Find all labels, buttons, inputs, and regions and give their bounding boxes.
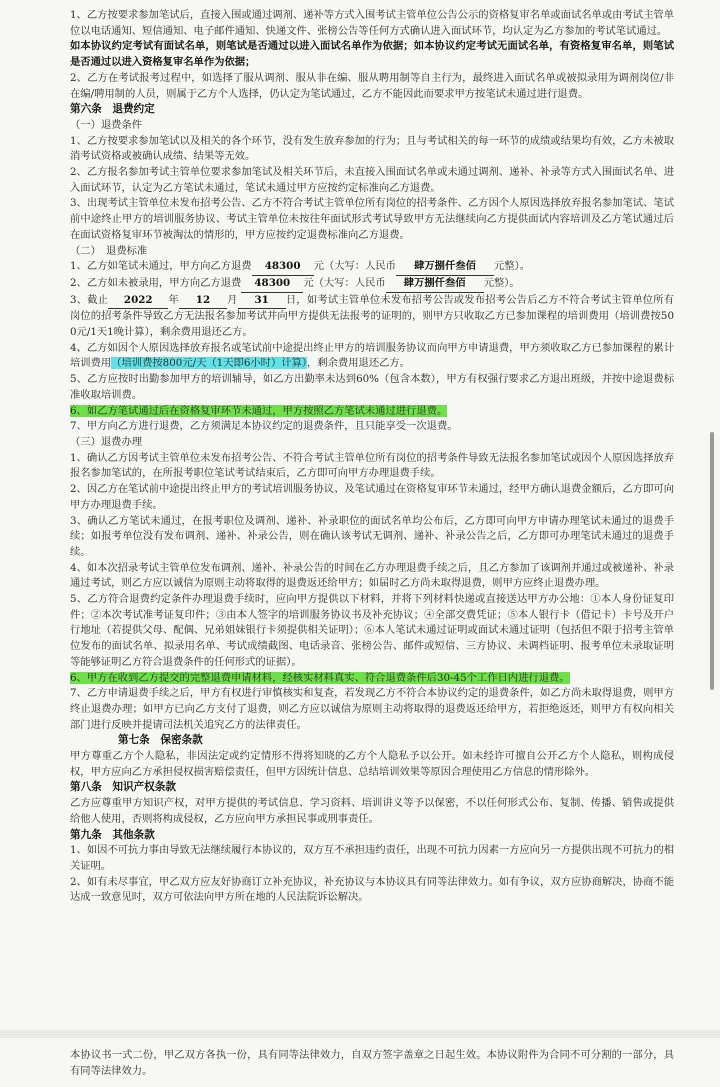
clause-paragraph: 5、乙方符合退费约定条件办理退费手续时，应向甲方提供以下材料，并将下列材料快递或直接送达甲方办公地：①本人身份证复印件；②本次考试准考证复印件；③由本人签字的培训服务协议书及补充协议；④全部交费凭证；⑤本人银行卡（借记卡）卡号及开户行地址（若提供父母、配偶、兄弟姐妹银行卡须提供相关证明）；⑥本人笔试未通过证明或面试未通过证明（包括但不限于招考主管单位发布的面试名单、拟录用名单、考试成绩截图、电话录音、张榜公告、邮件或短信、三方协议、未调档证明、报考单位未录取证明等能够证明乙方符合退费条件的任何形式的证据）。 — [70, 593, 674, 668]
day-field: 31 — [238, 293, 286, 310]
clause-paragraph: 7、乙方申请退费手续之后，甲方有权进行审慎核实和复查，若发现乙方不符合本协议约定的退费条件，如乙方尚未取得退费，则甲方终止退费办理；如甲方已向乙方支付了退费，则乙方应以诚信为原则主动将取得的退费返还给甲方，若拒绝返还，则甲方有权向相关部门进行反映并提请司法机关追究乙方的法律责任。 — [70, 687, 674, 731]
highlighted-clause — [70, 671, 674, 687]
clause-paragraph: 2、因乙方在笔试前中途提出终止甲方的考试培训服务协议、及笔试通过在资格复审环节未通过，经甲方确认退费金额后，乙方即可向甲方办理退费手续。 — [70, 483, 674, 511]
article-7-heading: 第七条 保密条款 — [118, 734, 203, 747]
article-6-heading: 第六条 退费约定 — [70, 103, 155, 116]
clause-paragraph: 2、乙方在考试报考过程中，如选择了服从调剂、服从非在编、服从聘用制等自主行为，最终进入面试名单或被拟录用为调剂岗位/非在编/聘用制的人员，则属于乙方个人选择，仍认定为笔试通过，乙方不能因此而要求甲方按笔试未通过进行退费。 — [70, 71, 674, 100]
section-heading: （三）退费办理 — [70, 435, 143, 448]
clause-paragraph: 1、如因不可抗力事由导致无法继续履行本协议的，双方互不承担违约责任，出现不可抗力因素一方应向另一方提供出现不可抗力的相关证明。 — [70, 844, 674, 872]
amount-caps-field: 肆万捌仟叁佰 — [396, 259, 494, 276]
text: 元整）。 — [493, 260, 531, 273]
refund-line-3 — [70, 293, 674, 341]
amount-field: 48300 — [252, 259, 314, 276]
article-8-heading: 第八条 知识产权条款 — [70, 781, 176, 794]
amount-caps-field: 肆万捌仟叁佰 — [386, 276, 484, 293]
text: 2、乙方如未被录用，甲方向乙方退费 — [70, 276, 242, 289]
text: 月 — [226, 293, 238, 306]
refund-line-2 — [70, 276, 674, 293]
clause-paragraph: 1、乙方按要求参加笔试以及相关的各个环节，没有发生放弃参加的行为；且与考试相关的每一环节的成绩或结果均有效，乙方未被取消考试资格或被确认成绩、结果等无效。 — [70, 134, 674, 163]
article-9-heading: 第九条 其他条款 — [70, 828, 155, 841]
clause-paragraph: 3、确认乙方笔试未通过，在报考职位及调剂、递补、补录职位的面试名单均公布后，乙方即可向甲方申请办理笔试未通过的退费手续；如报考单位没有发布调剂、递补、补录公告，则在确认该考试无调剂、递补、补录公告之后，乙方即可办理笔试未通过的退费手续。 — [70, 514, 674, 558]
next-page-fragment — [0, 1038, 720, 1087]
clause-paragraph: 7、甲方向乙方进行退费，乙方须满足本协议约定的退费条件，且只能享受一次退费。 — [70, 420, 458, 433]
highlighted-fee-rule: （培训费按800元/天（1天即6小时）计算） — [111, 357, 308, 370]
clause-paragraph: 2、如有未尽事宜，甲乙双方应友好协商订立补充协议，补充协议与本协议具有同等法律效力。如有争议，双方应协商解决，协商不能达成一致意见时，双方可依法向甲方所在地的人民法院诉讼解决。 — [70, 875, 674, 904]
clause-paragraph: 2、乙方报名参加考试主管单位要求参加笔试及相关环节后，未直接入围面试名单或未通过调剂、递补、补录等方式入围面试名单、进入面试环节，认定为乙方笔试未通过，笔试未通过甲方应按约定标准向乙方退费。 — [70, 166, 674, 194]
final-paragraph: 本协议书一式二份，甲乙双方各执一份，具有同等法律效力，自双方签字盖章之日起生效。本协议附件为合同不可分割的一部分，具有同等法律效力。 — [70, 1049, 674, 1077]
text: 3、截止 — [70, 293, 109, 306]
month-field: 12 — [179, 293, 227, 310]
clause-paragraph: 1、乙方按要求参加笔试后，直接入围或通过调剂、递补等方式入围考试主管单位公告公示的资格复审名单或面试名单或由考试主管单位以电话通知、短信通知、电子邮件通知、快递文件、张榜公告等任何方式确认进入面试环节，均认定为乙方参加的考试笔试通过。 — [70, 9, 674, 37]
clause-paragraph: 4、如本次招录考试主管单位发布调剂、递补、补录公告的时间在乙方办理退费手续之后，且乙方参加了该调剂并通过或被递补、补录通过考试，则乙方应以诚信为原则主动将取得的退费返还给甲方；如届时乙方尚未取得退费，则甲方应终止退费办理。 — [70, 561, 674, 590]
section-heading: （二） 退费标准 — [70, 244, 148, 257]
refund-line-1 — [70, 259, 674, 276]
bold-paragraph: 如本协议约定考试有面试名单，则笔试是否通过以进入面试名单作为依据；如本协议约定考试无面试名单，有资格复审名单，则笔试是否通过以进入资格复审名单作为依据； — [70, 40, 674, 69]
text: 元（大写：人民币 — [303, 276, 386, 289]
text: 年 — [168, 293, 179, 306]
year-field: 2022 — [108, 293, 168, 310]
text: 元整）。 — [483, 276, 520, 289]
clause-paragraph: 3、出现考试主管单位未发布招考公告、乙方不符合考试主管单位所有岗位的招考条件、乙方因个人原因选择放弃报名参加笔试、笔试前中途终止甲方的培训服务协议、考试主管单位未按往年面试形式考试导致甲方无法继续向乙方提供面试内容培训及乙方笔试通过后在面试资格复审环节被淘汰的情形的，甲方应按约定退费标准向乙方退费。 — [70, 197, 674, 241]
text: ，剩余费用退还乙方。 — [307, 357, 410, 370]
highlighted-clause — [70, 404, 674, 420]
amount-field: 48300 — [241, 276, 303, 293]
refund-line-4 — [70, 341, 674, 372]
section-heading: （一）退费条件 — [70, 118, 143, 131]
clause-paragraph: 乙方应尊重甲方知识产权，对甲方提供的考试信息、学习资料、培训讲义等予以保密，不以任何形式公布、复制、传播、销售或提供给他人使用，否则将构成侵权，乙方应向甲方承担民事或刑事责任。 — [70, 797, 674, 825]
text: 1、乙方如笔试未通过，甲方向乙方退费 — [70, 260, 252, 273]
highlight: 6、甲方在收到乙方提交的完整退费申请材料，经核实材料真实、符合退费条件后30-45个工作日内进行退费。 — [70, 671, 570, 684]
text: 元（大写：人民币 — [313, 260, 396, 273]
clause-paragraph: 甲方尊重乙方个人隐私，非因法定或约定情形不得将知晓的乙方个人隐私予以公开。如未经许可擅自公开乙方个人隐私，则构成侵权，甲方应向乙方承担侵权损害赔偿责任，但甲方因统计信息、总结培训效果等原因合理使用乙方信息的情形除外。 — [70, 750, 674, 778]
text: 日，如考试主管单位未发布招考公告或发布招考公告后乙方不符合考试主管单位所有岗位的招考条件导致乙方无法报名参加考试并向甲方提供无法报考的证明的，则甲方只收取乙方已参加课程的培训费用（培训费按500元/1天1晚计算），剩余费用退还乙方。 — [70, 293, 675, 339]
text: 4、乙方如因个人原因选择放弃报名或笔试前中途提出终止甲方的培训服务协议而向甲方申请退费，甲方须收取乙方已参加课程的累计培训费用 — [70, 341, 674, 370]
clause-paragraph: 1、确认乙方因考试主管单位未发布招考公告、不符合考试主管单位所有岗位的招考条件导致无法报名参加笔试或因个人原因选择放弃报名参加笔试的，在所报考职位笔试考试结束后，乙方即可向甲方办理退费手续。 — [70, 451, 674, 480]
clause-paragraph: 5、乙方应按时出勤参加甲方的培训辅导，如乙方出勤率未达到60%（包含本数），甲方有权强行要求乙方退出班级，并按中途退费标准收取培训费。 — [70, 373, 674, 401]
scrollbar[interactable] — [710, 432, 714, 690]
highlight: 6、如乙方笔试通过后在资格复审环节未通过，甲方按照乙方笔试未通过进行退费。 — [70, 404, 448, 417]
